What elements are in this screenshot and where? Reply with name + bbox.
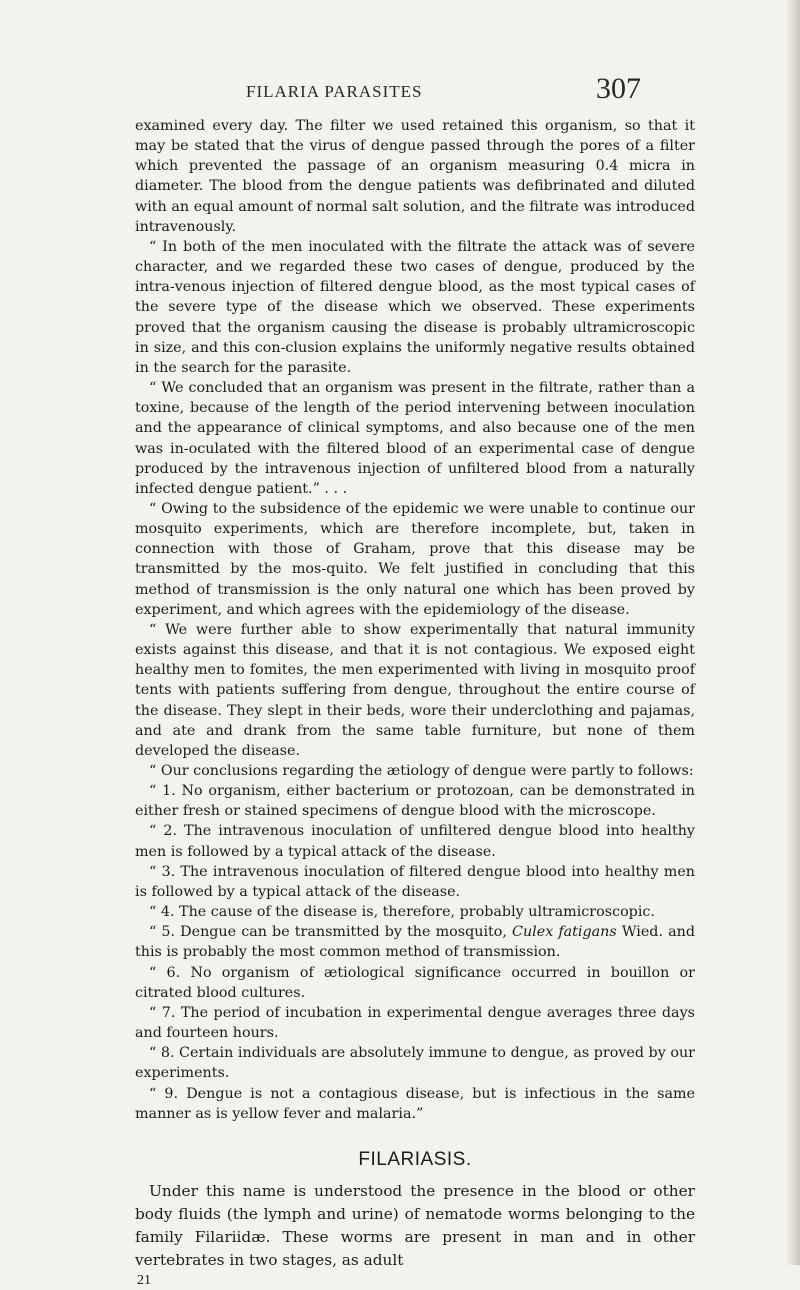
page-edge-shadow (786, 0, 800, 1265)
page-number: 307 (596, 72, 641, 105)
conclusion-item: “ 1. No organism, either bacterium or protozoan, can be demonstrated in either fresh or stained specimens of dengue blood with the microscope. (135, 783, 695, 820)
conclusion-item: “ 6. No organism of ætiological significance occurred in bouillon or citrated blood cultures. (135, 964, 695, 1001)
running-title: FILARIA PARASITES (246, 82, 423, 101)
page-header (246, 72, 641, 112)
section-heading: FILARIASIS. (358, 1148, 472, 1170)
paragraph: “ Our conclusions regarding the ætiology of dengue were partly to follows: (149, 763, 694, 779)
conclusion-text: “ 5. Dengue can be transmitted by the mosquito, (149, 924, 513, 941)
conclusion-item: “ 3. The intravenous inoculation of filtered dengue blood into healthy men is followed by a typical attack of the disease. (135, 863, 695, 900)
paragraph-continued: examined every day. The filter we used retained this organism, so that it may be stated that the virus of dengue passed through the pores of a filter which prevented the passage of an organism measuring 0.4 micra in diameter. The blood from the dengue patients was defibrinated and diluted with an equal amount of normal salt solution, and the filtrate was introduced intravenously. (135, 118, 695, 235)
signature-mark: 21 (137, 1272, 151, 1288)
paragraph: “ We were further able to show experimentally that natural immunity exists against this disease, and that it is not contagious. We exposed eight healthy men to fomites, the men experimented with living in mosquito proof tents with patients suffering from dengue, throughout the entire course of the disease. They slept in their beds, wore their underclothing and pajamas, and ate and drank from the same table furniture, but none of them developed the disease. (135, 621, 695, 759)
paragraph: “ In both of the men inoculated with the filtrate the attack was of severe character, and we regarded these two cases of dengue, produced by the intra-venous injection of filtered dengue blood, as the most typical cases of the severe type of the disease which we observed. These experiments proved that the organism causing the disease is probably ultramicroscopic in size, and this con-clusion explains the uniformly negative results obtained in the search for the parasite. (135, 238, 695, 376)
conclusion-item (135, 922, 695, 962)
page-body (135, 116, 695, 1290)
species-name: Culex fatigans (512, 924, 617, 941)
conclusion-item: “ 7. The period of incubation in experimental dengue averages three days and fourteen hours. (135, 1004, 695, 1042)
conclusion-item: “ 4. The cause of the disease is, therefore, probably ultramicroscopic. (149, 904, 655, 921)
section-paragraph: Under this name is understood the presence in the blood or other body fluids (the lymph and urine) of nematode worms belonging to the family Filariidæ. These worms are present in man and in other vertebrates in two stages, as adult (135, 1181, 695, 1269)
conclusion-item: “ 9. Dengue is not a contagious disease, but is infectious in the same manner as is yellow fever and malaria.” (135, 1085, 695, 1122)
conclusion-item: “ 2. The intravenous inoculation of unfiltered dengue blood into healthy men is followed by a typical attack of the disease. (135, 823, 695, 860)
paragraph: “ Owing to the subsidence of the epidemic we were unable to continue our mosquito experiments, which are therefore incomplete, but, taken in connection with those of Graham, prove that this disease may be transmitted by the mos-quito. We felt justified in concluding that this method of transmission is the only natural one which has been proved by experiment, and which agrees with the epidemiology of the disease. (135, 500, 695, 618)
conclusion-item: “ 8. Certain individuals are absolutely immune to dengue, as proved by our experiments. (135, 1045, 695, 1082)
conclusion-text: Wied. and this is probably the most common method of transmission. (135, 924, 695, 961)
paragraph: “ We concluded that an organism was present in the filtrate, rather than a toxine, because of the length of the period intervening between inoculation and the appearance of clinical symptoms, and also because one of the men was in-oculated with the filtered blood of an experimental case of dengue produced by the intravenous injection of unfiltered blood from a naturally infected dengue patient.” . . . (135, 380, 695, 497)
